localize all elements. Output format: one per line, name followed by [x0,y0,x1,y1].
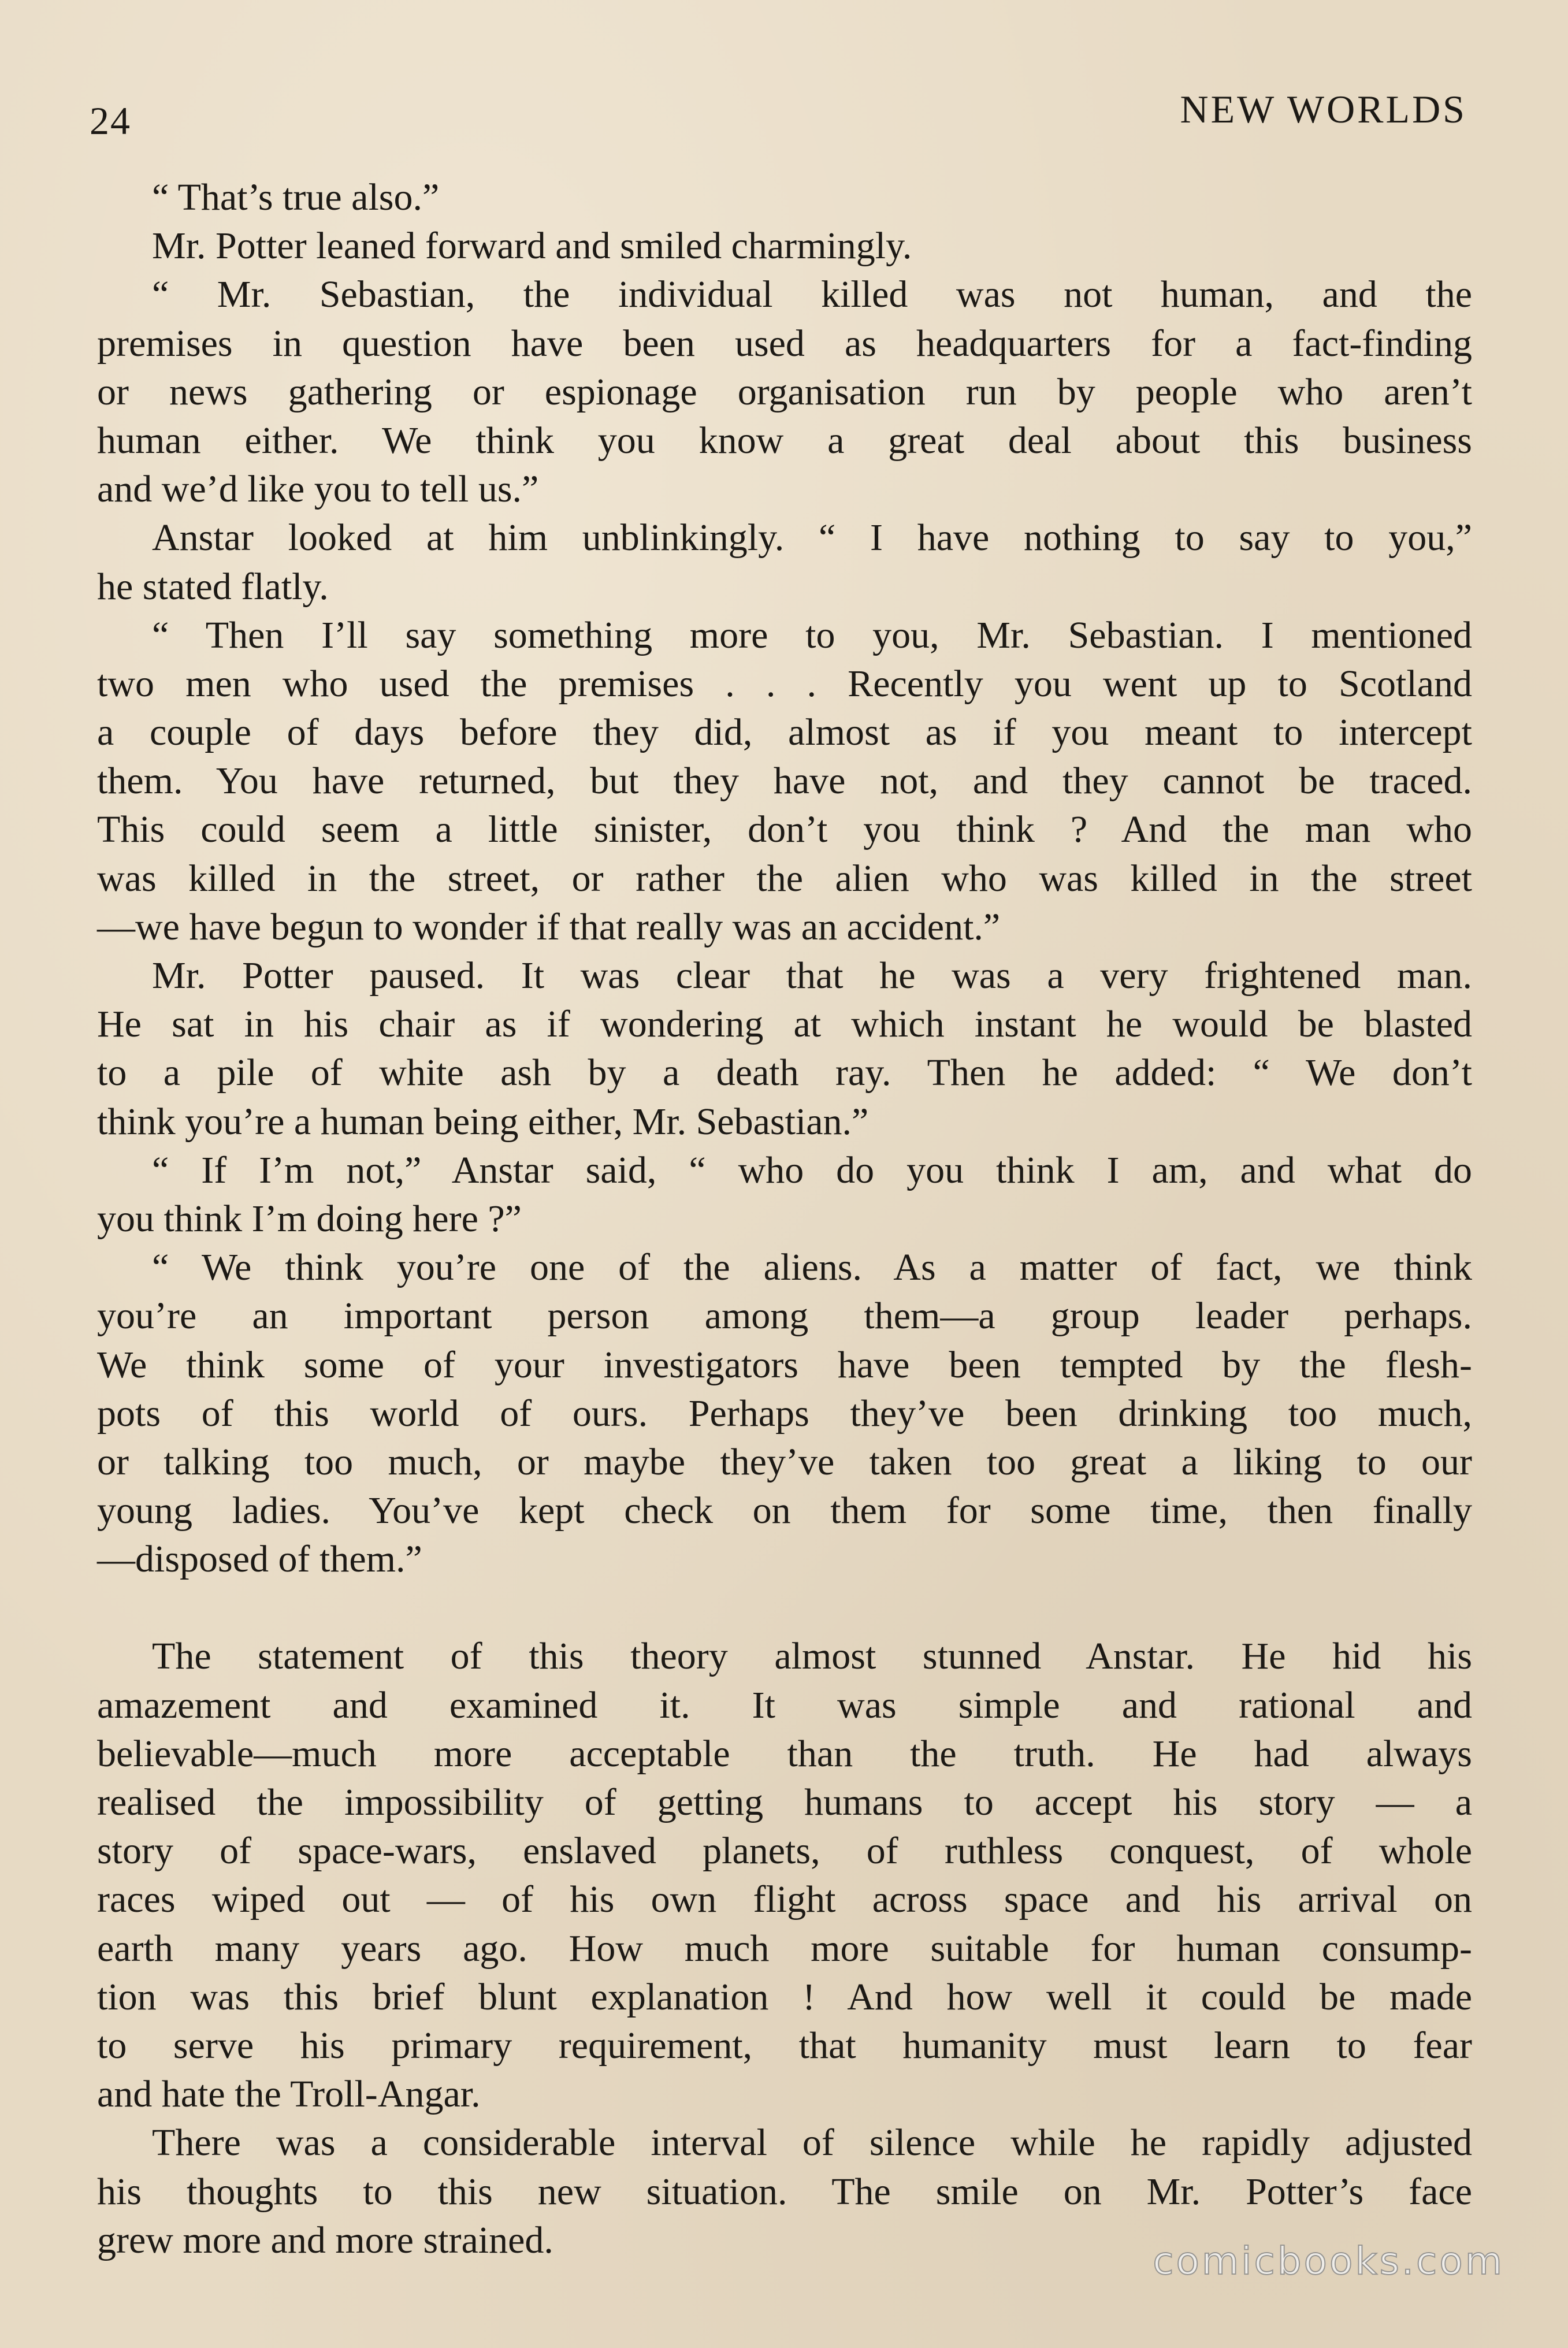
text-line: Mr. Potter leaned forward and smiled charmingly. [152,225,912,268]
text-line: The statement of this theory almost stunned Anstar. He hid his [152,1635,1472,1678]
text-line: This could seem a little sinister, don’t you think ? And the man who [97,808,1472,851]
text-line: There was a considerable interval of silence while he rapidly adjusted [152,2122,1472,2164]
text-line: amazement and examined it. It was simple and rational and [97,1684,1472,1726]
text-line: “ Then I’ll say something more to you, Mr. Sebastian. I mentioned [152,614,1472,656]
text-line: “ Mr. Sebastian, the individual killed was not human, and the [152,273,1472,316]
body-text [97,173,1472,2265]
text-line: and hate the Troll-Angar. [97,2073,481,2116]
text-line: races wiped out — of his own flight across space and his arrival on [97,1878,1472,1921]
text-line: —disposed of them.” [97,1538,422,1581]
text-line: “ We think you’re one of the aliens. As a matter of fact, we think [152,1246,1472,1289]
text-line: them. You have returned, but they have not, and they cannot be traced. [97,760,1472,803]
paragraph [97,270,1472,514]
text-line: you’re an important person among them—a group leader perhaps. [97,1295,1472,1338]
text-line: realised the impossibility of getting humans to accept his story — a [97,1781,1472,1823]
running-title: NEW WORLDS [1180,87,1467,131]
text-line: his thoughts to this new situation. The smile on Mr. Potter’s face [97,2170,1472,2213]
text-line: think you’re a human being either, Mr. Sebastian.” [97,1100,869,1143]
page-number: 24 [90,99,131,143]
paragraph [97,1243,1472,1584]
text-line: Mr. Potter paused. It was clear that he was a very frightened man. [152,954,1472,997]
paragraph [97,514,1472,611]
text-line: pots of this world of ours. Perhaps they’ve been drinking too much, [97,1392,1472,1435]
text-line: to a pile of white ash by a death ray. Then he added: “ We don’t [97,1052,1472,1094]
paragraph [97,611,1472,952]
text-line: two men who used the premises . . . Recently you went up to Scotland [97,662,1472,705]
text-line: story of space-wars, enslaved planets, of ruthless conquest, of whole [97,1830,1472,1873]
text-line: you think I’m doing here ?” [97,1197,522,1240]
text-line: —we have begun to wonder if that really was an accident.” [97,905,1001,948]
text-line: or talking too much, or maybe they’ve taken too great a liking to our [97,1440,1472,1483]
text-line: tion was this brief blunt explanation ! And how well it could be made [97,1975,1472,2018]
text-line: “ That’s true also.” [152,176,440,218]
text-line: a couple of days before they did, almost as if you meant to intercept [97,711,1472,754]
paragraph [97,173,1472,222]
paragraph [97,1632,1472,2119]
text-line: earth many years ago. How much more suitable for human consump- [97,1927,1472,1970]
paragraph [97,1146,1472,1243]
watermark: comicbooks.com [1153,2239,1504,2283]
text-line: human either. We think you know a great deal about this business [97,419,1472,462]
text-line: “ If I’m not,” Anstar said, “ who do you think I am, and what do [152,1149,1472,1191]
text-line: or news gathering or espionage organisation run by people who aren’t [97,370,1472,413]
paragraph [97,222,1472,270]
text-line: Anstar looked at him unblinkingly. “ I have nothing to say to you,” [152,517,1472,559]
text-line: believable—much more acceptable than the truth. He had always [97,1732,1472,1775]
running-head [90,87,1467,150]
section-break [97,1584,1472,1632]
text-line: premises in question have been used as headquarters for a fact-finding [97,322,1472,365]
text-line: he stated flatly. [97,565,329,608]
paragraph [97,952,1472,1146]
text-line: was killed in the street, or rather the alien who was killed in the street [97,857,1472,900]
text-line: young ladies. You’ve kept check on them for some time, then finally [97,1489,1472,1532]
text-line: and we’d like you to tell us.” [97,468,539,511]
text-line: We think some of your investigators have been tempted by the flesh- [97,1343,1472,1386]
text-line: to serve his primary requirement, that humanity must learn to fear [97,2024,1472,2067]
text-line: grew more and more strained. [97,2219,553,2261]
text-line: He sat in his chair as if wondering at which instant he would be blasted [97,1003,1472,1046]
